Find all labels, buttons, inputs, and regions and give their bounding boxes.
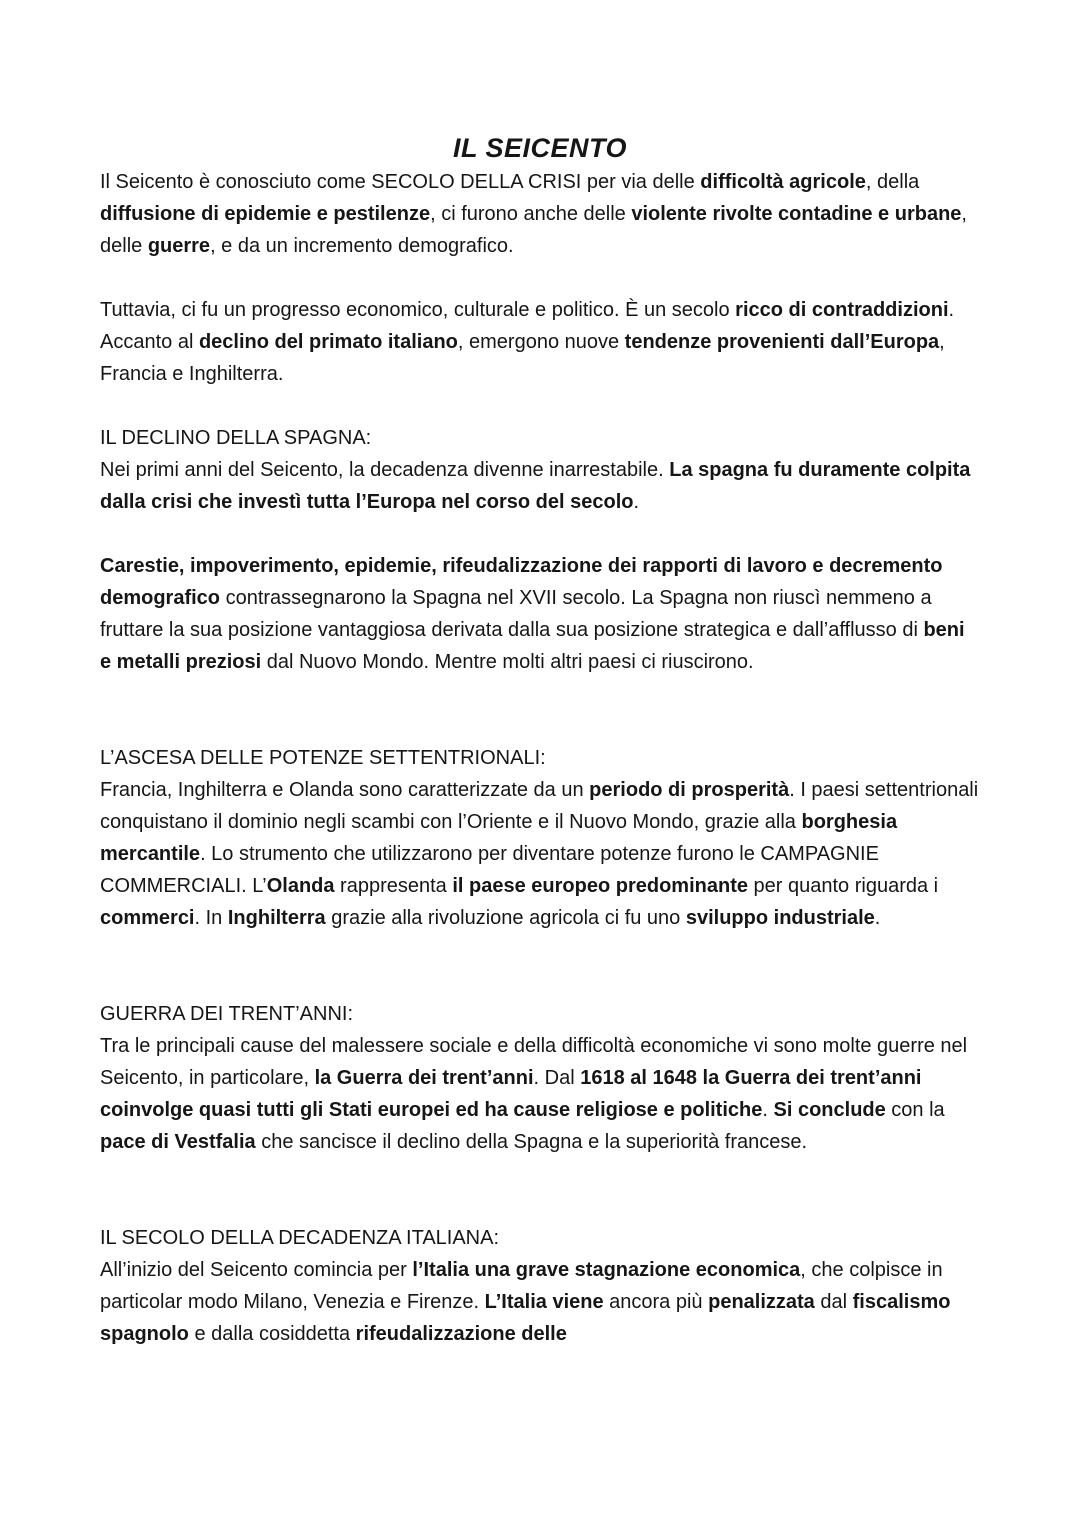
blank-line: [100, 262, 980, 294]
text-run: dal Nuovo Mondo. Mentre molti altri paesi ci riuscirono.: [261, 651, 754, 673]
bold-text-run: beni e metalli preziosi: [100, 619, 965, 673]
bold-text-run: penalizzata: [708, 1291, 815, 1313]
bold-text-run: sviluppo industriale: [685, 907, 875, 929]
text-run: rappresenta: [334, 875, 453, 897]
bold-text-run: commerci: [100, 907, 195, 929]
text-run: , delle: [100, 203, 967, 257]
text-run: . Dal: [533, 1067, 581, 1089]
bold-text-run: declino del primato italiano: [198, 331, 458, 353]
bold-text-run: violente rivolte contadine e urbane: [631, 203, 962, 225]
text-run: Il Seicento è conosciuto come SECOLO DELLA CRISI per via delle: [100, 171, 701, 193]
text-run: Francia, Inghilterra e Olanda sono caratterizzate da un: [100, 779, 590, 801]
text-run: .: [762, 1099, 774, 1121]
blank-line: [100, 966, 980, 998]
paragraph: [100, 774, 980, 934]
paragraph: [100, 166, 980, 262]
bold-text-run: l’Italia una grave stagnazione economica: [412, 1259, 801, 1281]
blank-line: [100, 1190, 980, 1222]
text-run: , della: [865, 171, 920, 193]
text-run: , ci furono anche delle: [430, 203, 632, 225]
text-run: , emergono nuove: [457, 331, 625, 353]
bold-text-run: il paese europeo predominante: [452, 875, 748, 897]
text-run: per quanto riguarda i: [747, 875, 939, 897]
text-run: che sancisce il declino della Spagna e la superiorità francese.: [255, 1131, 808, 1153]
document-body: [100, 130, 980, 1350]
bold-text-run: Olanda: [266, 875, 335, 897]
bold-text-run: Si conclude: [773, 1099, 886, 1121]
text-run: Nei primi anni del Seicento, la decadenza divenne inarrestabile.: [100, 459, 670, 481]
bold-text-run: difficoltà agricole: [700, 171, 866, 193]
text-run: Tuttavia, ci fu un progresso economico, culturale e politico. È un secolo: [100, 299, 736, 321]
blank-line: [100, 390, 980, 422]
bold-text-run: la Guerra dei trent’anni: [314, 1067, 534, 1089]
document-title: IL SEICENTO: [452, 133, 628, 163]
text-run: . Lo strumento che utilizzarono per diventare potenze furono le CAMPAGNIE COMMERCIALI. L’: [100, 843, 879, 897]
text-run: ancora più: [603, 1291, 709, 1313]
text-run: , che colpisce in particolar modo Milano, Venezia e Firenze.: [100, 1259, 943, 1313]
paragraph: [100, 1030, 980, 1158]
bold-text-run: ricco di contraddizioni: [735, 299, 949, 321]
blank-line: [100, 1158, 980, 1190]
text-run: e dalla cosiddetta: [188, 1323, 356, 1345]
text-run: Tra le principali cause del malessere sociale e della difficoltà economiche vi sono molte guerre nel Seicento, in particolare,: [100, 1035, 968, 1089]
text-run: , e da un incremento demografico.: [210, 235, 514, 257]
text-run: contrassegnarono la Spagna nel XVII secolo. La Spagna non riuscì nemmeno a fruttare la sua posizione vantaggiosa derivata dalla sua posizione strategica e dall’afflusso di: [100, 587, 932, 641]
bold-text-run: 1618 al 1648 la Guerra dei trent’anni coinvolge quasi tutti gli Stati europei ed ha cause religiose e politiche: [100, 1067, 922, 1121]
text-run: . Accanto al: [100, 299, 955, 353]
text-run: . In: [194, 907, 228, 929]
bold-text-run: borghesia mercantile: [100, 811, 898, 865]
bold-text-run: tendenze provenienti dall’Europa: [624, 331, 940, 353]
text-run: All’inizio del Seicento comincia per: [100, 1259, 413, 1281]
bold-text-run: diffusione di epidemie e pestilenze: [100, 203, 431, 225]
section-heading: IL DECLINO DELLA SPAGNA:: [100, 427, 372, 449]
section-heading: GUERRA DEI TRENT’ANNI:: [100, 1003, 353, 1025]
bold-text-run: periodo di prosperità: [589, 779, 790, 801]
paragraph: [100, 294, 980, 390]
bold-text-run: La spagna fu duramente colpita dalla crisi che investì tutta l’Europa nel corso del secolo: [100, 459, 971, 513]
bold-text-run: fiscalismo spagnolo: [100, 1291, 951, 1345]
text-run: , Francia e Inghilterra.: [100, 331, 945, 385]
paragraph: [100, 454, 980, 518]
paragraph: [100, 550, 980, 678]
bold-text-run: guerre: [147, 235, 211, 257]
blank-line: [100, 934, 980, 966]
bold-text-run: Inghilterra: [227, 907, 326, 929]
section-heading: L’ASCESA DELLE POTENZE SETTENTRIONALI:: [100, 747, 546, 769]
text-run: .: [633, 491, 640, 513]
text-run: dal: [814, 1291, 853, 1313]
text-run: .: [874, 907, 881, 929]
text-run: . I paesi settentrionali conquistano il dominio negli scambi con l’Oriente e il Nuovo Mondo, grazie alla: [100, 779, 979, 833]
blank-line: [100, 518, 980, 550]
bold-text-run: Carestie, impoverimento, epidemie, rifeudalizzazione dei rapporti di lavoro e decremento demografico: [100, 555, 943, 609]
bold-text-run: rifeudalizzazione delle: [355, 1323, 567, 1345]
text-run: con la: [885, 1099, 945, 1121]
bold-text-run: pace di Vestfalia: [100, 1131, 256, 1153]
text-run: grazie alla rivoluzione agricola ci fu uno: [325, 907, 686, 929]
bold-text-run: L’Italia viene: [484, 1291, 604, 1313]
blank-line: [100, 678, 980, 710]
paragraph: [100, 1254, 980, 1350]
blank-line: [100, 710, 980, 742]
section-heading: IL SECOLO DELLA DECADENZA ITALIANA:: [100, 1227, 500, 1249]
